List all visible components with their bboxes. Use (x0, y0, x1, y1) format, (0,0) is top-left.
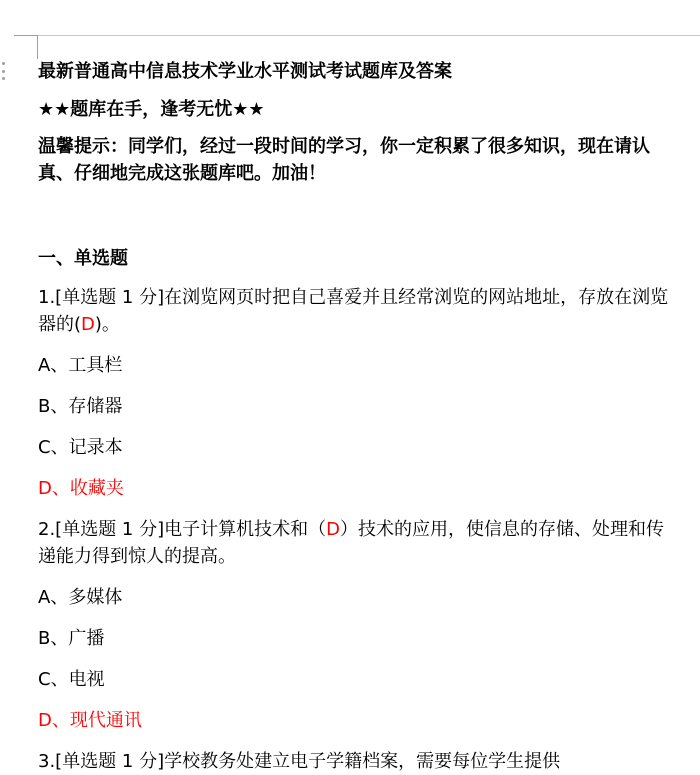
drag-handle-icon[interactable] (2, 62, 6, 80)
question-3-partial: 3.[单选题 1 分]学校教务处建立电子学籍档案，需要每位学生提供 (38, 751, 561, 772)
question-1 (38, 284, 678, 338)
q1-option-b: B、存储器 (38, 396, 123, 417)
section-heading: 一、单选题 (38, 248, 128, 269)
question-2-answer: D (326, 519, 340, 540)
question-1-stem-end: )。 (94, 314, 120, 335)
page-corner-mark-vertical (37, 35, 38, 59)
question-2-stem-end: ）技术的应用，使信息的存储、处理和传递能力得到惊人的提高。 (38, 519, 664, 567)
document-title: 最新普通高中信息技术学业水平测试考试题库及答案 (38, 61, 452, 82)
question-1-answer: D (81, 314, 95, 335)
q2-option-b: B、广播 (38, 628, 105, 649)
document-body (38, 58, 678, 775)
question-1-stem: 1.[单选题 1 分]在浏览网页时把自己喜爱并且经常浏览的网站地址，存放在浏览器的( (38, 287, 669, 335)
page-top-border (38, 35, 700, 36)
q2-option-d-correct: D、现代通讯 (38, 710, 142, 731)
question-2 (38, 516, 678, 570)
q1-option-d-correct: D、收藏夹 (38, 478, 124, 499)
slogan: ★★题库在手，逢考无忧★★ (38, 99, 265, 120)
q1-option-c: C、记录本 (38, 437, 123, 458)
q1-option-a: A、工具栏 (38, 355, 123, 376)
tip-paragraph: 温馨提示：同学们，经过一段时间的学习，你一定积累了很多知识，现在请认真、仔细地完成这张题库吧。加油！ (38, 136, 650, 184)
question-2-stem: 2.[单选题 1 分]电子计算机技术和（ (38, 519, 327, 540)
q2-option-c: C、电视 (38, 669, 105, 690)
q2-option-a: A、多媒体 (38, 587, 123, 608)
page-corner-mark (14, 35, 38, 36)
